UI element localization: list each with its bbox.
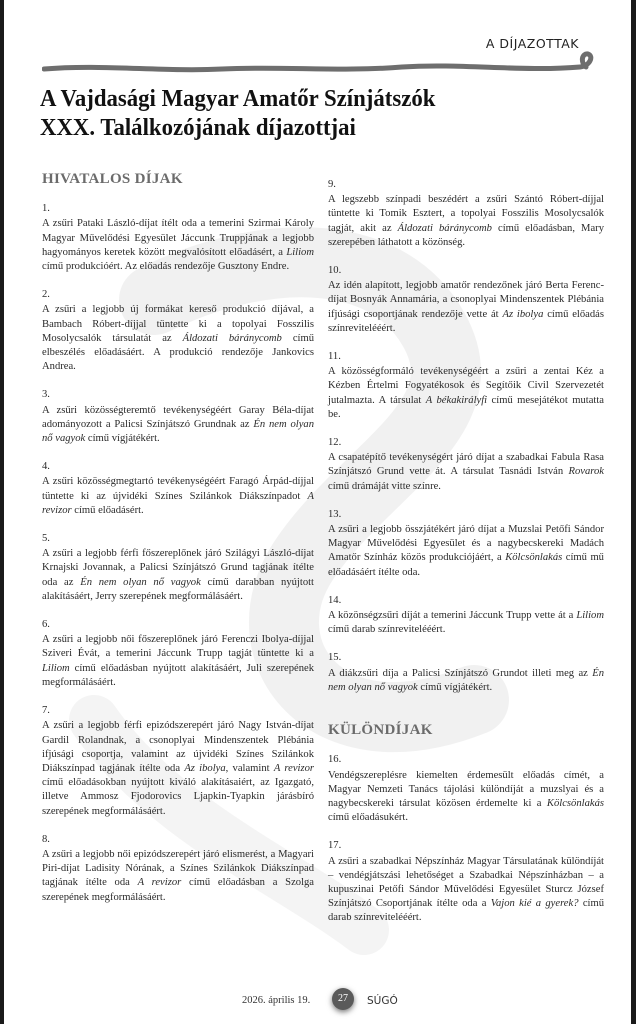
award-item — [328, 178, 604, 250]
right-column — [328, 178, 604, 940]
work-title: Én nem olyan nő vagyok — [328, 667, 604, 693]
work-title: Kölcsönlakás — [505, 552, 563, 564]
award-text — [42, 719, 314, 818]
award-text-segment: A zsűri a legjobb férfi főszereplőnek járó Szilágyi László-díjat Krnajski Jovannak, a Palicsi Színjátszó Grund tagjának ítélte oda az — [42, 548, 314, 588]
award-text — [328, 193, 604, 250]
award-text — [42, 217, 314, 274]
award-text-segment: Az idén alapított, legjobb amatőr rendezőnek járó Berta Ferenc-díjat Bosnyák Annamária, a csonoplyai Mindenszentek Plébánia ifjúsági csoportjának rendezője vette át — [328, 280, 604, 320]
award-text-segment: című vígjátékért. — [85, 433, 160, 445]
official-awards-heading: HIVATALOS DÍJAK — [42, 171, 183, 187]
award-text-segment: A csapatépítő tevékenységért járó díjat a szabadkai Fabula Rasa Színjátszó Grund vette át. A társulat Tasnádi István — [328, 452, 604, 478]
work-title: A revizor — [273, 762, 315, 774]
award-item — [328, 264, 604, 336]
award-item — [328, 753, 604, 825]
work-title: Liliom — [576, 610, 604, 622]
award-text-segment: A zsűri a legjobb férfi epizódszerepért járó Nagy István-díjat Gardil Rolandnak, a csonoplyai Mindenszentek Plébánia ifjúsági csoportja, valamint az újvidéki Színes Szilánkok Diákszínpad tagjának ítélte oda — [42, 720, 314, 774]
award-text-segment: A zsűri a szabadkai Népszínház Magyar Társulatának különdíját – vendégjátszási lehetőséget a Szabadkai Népszínházban – a kupuszinai Petőfi Sándor Művelődési Egyesület Sturcz József Színjátszó Csoportjának ítélte oda a — [328, 855, 604, 910]
award-text-segment: , valamint — [225, 762, 274, 774]
award-text-segment: című elbeszélés előadásáért. A produkció rendezője Jankovics Andrea. — [42, 332, 314, 373]
special-awards-heading: KÜLÖNDÍJAK — [328, 722, 433, 739]
award-number: 5. — [42, 533, 50, 545]
work-title: Az ibolya — [502, 308, 544, 320]
work-title: Az ibolya — [184, 762, 226, 774]
award-text-segment: című darab színrevitelééért. — [328, 898, 604, 924]
award-number: 15. — [328, 652, 342, 664]
work-title: Áldozati báránycomb — [397, 222, 492, 234]
page-number-badge: 27 — [332, 988, 354, 1010]
award-number: 1. — [42, 203, 50, 215]
award-text-segment: A legszebb színpadi beszédért a zsűri Szántó Róbert-díjjal tüntette ki Tomik Esztert, a topolyai Fosszilis Mosolycsalók tagját, akit az — [328, 194, 604, 234]
official-awards-list-continued — [328, 178, 604, 695]
award-text-segment: című előadásban, Mary szerepében láthatott a közönség. — [328, 222, 604, 248]
award-text — [328, 609, 604, 637]
award-item — [42, 202, 314, 274]
page-title — [40, 84, 561, 142]
issue-date: 2026. április 19. — [242, 995, 311, 1006]
award-text-segment: című előadásokban nyújtott kiváló alakításaiért, az Igazgató, illetve Ammosz Fjodorovics Ljapkin-Tyapkin járásbíró szerepének megformálásáért. — [42, 777, 314, 817]
title-line-2: XXX. Találkozójának díjazottjai — [40, 114, 356, 141]
award-item — [42, 388, 314, 446]
award-number: 9. — [328, 179, 336, 190]
award-text-segment: című előadásukért. — [328, 812, 409, 824]
award-item — [42, 833, 314, 905]
award-text-segment: A diákzsűri díja a Palicsi Színjátszó Grundot illeti meg az — [328, 667, 593, 679]
award-number: 4. — [42, 461, 50, 473]
award-text-segment: című mű előadásáért ítélte oda. — [328, 552, 604, 578]
award-text-segment: című mesejátékot mutatta be. — [328, 394, 604, 420]
award-number: 6. — [42, 619, 50, 631]
award-number: 13. — [328, 508, 342, 520]
magazine-brand: SÚGÓ — [367, 995, 398, 1007]
award-text-segment: című darab színrevitelééért. — [328, 624, 446, 636]
award-text-segment: A zsűri a legjobb új formákat kereső produkció díjával, a Bambach Róbert-díjjal tüntette ki a topolyai Fosszilis Mosolycsalók társulatát az — [42, 304, 314, 344]
award-item — [328, 508, 604, 580]
award-text — [328, 769, 604, 826]
award-item — [328, 350, 604, 422]
award-number: 2. — [42, 289, 50, 301]
award-text-segment: című vígjátékért. — [417, 681, 493, 693]
award-item — [42, 704, 314, 819]
award-number: 8. — [42, 833, 50, 845]
award-item — [42, 532, 314, 604]
award-text-segment: című előadás színrevitelééért. — [328, 308, 604, 334]
award-text-segment: A közönségzsűri díját a temerini Jáccunk Trupp vette át a — [328, 610, 577, 622]
award-text — [42, 848, 314, 905]
award-number: 7. — [42, 705, 50, 717]
award-item — [42, 618, 314, 690]
award-text — [328, 365, 604, 422]
work-title: Én nem olyan nő vagyok — [80, 576, 201, 588]
award-text-segment: című előadásért. — [71, 504, 144, 516]
award-item — [42, 288, 314, 374]
award-text-segment: című produkcióért. Az előadás rendezője Gusztony Endre. — [42, 261, 290, 273]
award-text-segment: Vendégszereplésre kiemelten érdemesült előadás címét, a Magyar Nemzeti Tanács tájolási különdíját a muzslyai és a nagybecskereki társulat közösen érdemelte ki a — [328, 769, 604, 809]
award-text — [328, 855, 604, 926]
official-awards-list — [42, 202, 314, 905]
work-title: Liliom — [42, 662, 70, 674]
award-item — [328, 594, 604, 638]
award-number: 3. — [42, 389, 50, 401]
work-title: Vajon kié a gyerek? — [490, 898, 579, 910]
award-text — [42, 475, 314, 518]
award-text-segment: című előadásban a Szolga szerepének megformálásáért. — [42, 877, 315, 903]
award-text — [328, 523, 604, 580]
award-number: 12. — [328, 437, 342, 449]
award-text-segment: A zsűri a legjobb összjátékért járó díjat a Muzslai Petőfi Sándor Magyar Művelődési Egyesület és a nagybecskereki Madách Amatőr Színház közös produkciójáért, a — [328, 524, 604, 564]
award-number: 17. — [328, 840, 342, 852]
award-text-segment: A zsűri közösségteremtő tevékenységéért Garay Béla-díjat adományozott a Palicsi Színjátszó Grundnak az — [42, 404, 314, 430]
decorative-scribble-rule — [42, 50, 602, 80]
work-title: A békakirályfi — [425, 394, 488, 406]
award-number: 14. — [328, 594, 342, 606]
award-text-segment: A közösségformáló tevékenységéért a zsűri a zentai Kéz a Kézben Értelmi Fogyatékosok és Segítőik Civil Szervezetét jutalmazta. A társulat — [328, 366, 604, 406]
award-text — [42, 303, 314, 374]
award-text — [328, 451, 604, 494]
award-text-segment: A zsűri Pataki László-díjat ítélt oda a temerini Szirmai Károly Magyar Művelődési Egyesület Jáccunk Truppjának a legjobb hagyományos keretek között megvalósított előadásért, a — [42, 218, 314, 258]
award-item — [42, 460, 314, 518]
award-text-segment: A zsűri a legjobb női főszereplőnek járó Ferenczi Ibolya-díjjal Sziveri Évát, a temerini Jáccunk Trupp tagját tüntette ki a — [42, 634, 314, 660]
award-number: 16. — [328, 754, 342, 766]
work-title: Rovarok — [568, 466, 604, 478]
work-title: Áldozati báránycomb — [182, 332, 282, 344]
award-text — [42, 547, 314, 604]
award-text-segment: A zsűri a legjobb női epizódszerepért járó elismerést, a Magyari Piri-díjat Ladisity Nórának, a Színes Szilánkok Diákszínpad tagjának ítélte oda — [42, 848, 314, 889]
section-tag: A DÍJAZOTTAK — [485, 36, 579, 51]
award-text — [42, 633, 314, 690]
award-item — [328, 651, 604, 695]
work-title: A revizor — [42, 490, 314, 516]
title-line-1: A Vajdasági Magyar Amatőr Színjátszók — [40, 85, 436, 112]
page-footer — [4, 988, 631, 1018]
work-title: Kölcsönlakás — [546, 797, 604, 809]
award-text — [328, 279, 604, 336]
work-title: Liliom — [286, 246, 314, 258]
award-number: 11. — [328, 351, 341, 363]
award-text-segment: A zsűri közösségmegtartó tevékenységéért Faragó Árpád-díjjal tüntette ki az újvidéki Színes Szilánkok Diákszínpadot — [42, 476, 314, 502]
left-column — [42, 172, 314, 919]
special-awards-list — [328, 753, 604, 925]
work-title: A revizor — [137, 877, 182, 889]
magazine-page — [4, 0, 631, 1024]
work-title: Én nem olyan nő vagyok — [42, 418, 314, 445]
award-text-segment: című előadásban nyújtott alakításáért, Juli szerepének megformálásáért. — [42, 662, 314, 688]
award-text-segment: című darabban nyújtott alakításáért, Jerry szerepének megformálásáért. — [42, 576, 315, 602]
award-text — [42, 404, 314, 447]
award-item — [328, 839, 604, 925]
award-text — [328, 667, 604, 695]
award-number: 10. — [328, 265, 342, 277]
award-text-segment: című drámáját vitte színre. — [328, 480, 441, 492]
award-item — [328, 436, 604, 494]
